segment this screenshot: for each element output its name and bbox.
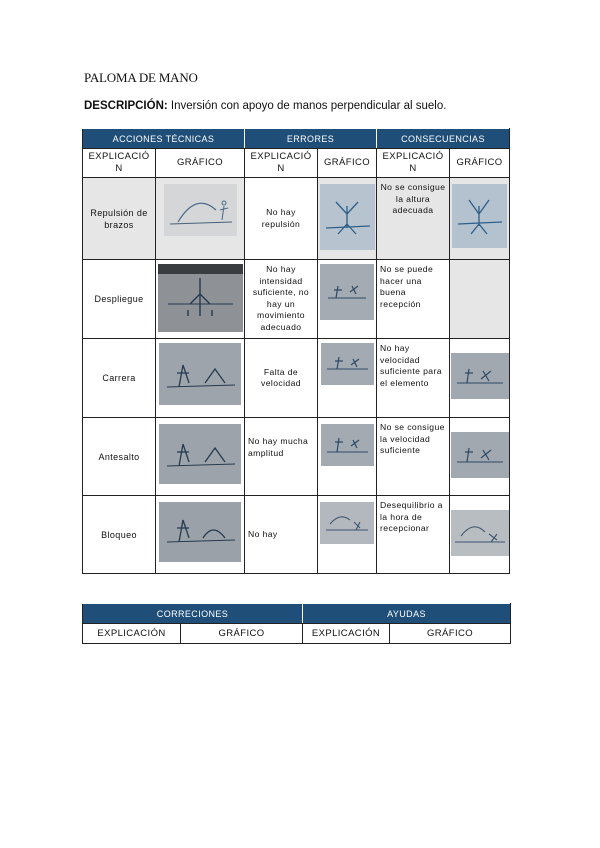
consequence-cell: No se puede hacer una buena recepción bbox=[377, 260, 450, 339]
subheader-explicacion: EXPLICACIÓN bbox=[83, 624, 181, 644]
consequence-cell: Desequilibrio a la hora de recepcionar bbox=[377, 496, 450, 574]
header-correcciones: CORRECIONES bbox=[83, 604, 303, 624]
action-cell: Despliegue bbox=[83, 260, 156, 339]
sketch-image bbox=[320, 502, 374, 544]
page-title: PALOMA DE MANO bbox=[84, 70, 198, 85]
consequence-cell: No se consigue la velocidad suficiente bbox=[377, 418, 450, 496]
graphic-cell bbox=[450, 496, 510, 574]
graphic-cell bbox=[450, 339, 510, 418]
subheader-text: EXPLICACIÓ N bbox=[88, 151, 150, 174]
subheader-grafico: GRÁFICO bbox=[390, 624, 511, 644]
header-consecuencias: CONSECUENCIAS bbox=[377, 129, 510, 149]
technique-table bbox=[82, 128, 510, 574]
corrections-table bbox=[82, 603, 511, 644]
subheader-text: EXPLICACIÓ N bbox=[250, 151, 312, 174]
sketch-image bbox=[451, 353, 509, 399]
subheader-explicacion bbox=[245, 149, 318, 178]
sketch-image bbox=[159, 424, 241, 484]
sketch-image bbox=[320, 264, 374, 320]
graphic-cell bbox=[318, 260, 377, 339]
error-cell: No hay repulsión bbox=[245, 178, 318, 260]
subheader-grafico bbox=[156, 149, 245, 178]
sketch-image bbox=[159, 502, 241, 562]
subheader-explicacion bbox=[83, 149, 156, 178]
subheader-text: GRÁFICO bbox=[323, 157, 371, 168]
subheader-explicacion: EXPLICACIÓN bbox=[303, 624, 390, 644]
graphic-cell bbox=[156, 339, 245, 418]
error-cell: Falta de velocidad bbox=[245, 339, 318, 418]
graphic-cell bbox=[318, 496, 377, 574]
error-cell: No hay mucha amplitud bbox=[245, 418, 318, 496]
sketch-image bbox=[158, 264, 243, 332]
sketch-image bbox=[159, 343, 241, 405]
action-cell: Bloqueo bbox=[83, 496, 156, 574]
graphic-cell bbox=[156, 178, 245, 260]
action-cell: Antesalto bbox=[83, 418, 156, 496]
sketch-image bbox=[164, 184, 237, 236]
action-cell: Repulsión de brazos bbox=[83, 178, 156, 260]
graphic-cell bbox=[318, 178, 377, 260]
description-text: Inversión con apoyo de manos perpendicular al suelo. bbox=[167, 100, 447, 112]
error-cell: No hay bbox=[245, 496, 318, 574]
graphic-cell bbox=[450, 418, 510, 496]
header-ayudas: AYUDAS bbox=[303, 604, 511, 624]
header-acciones-tecnicas: ACCIONES TÉCNICAS bbox=[83, 129, 245, 149]
graphic-cell bbox=[156, 496, 245, 574]
graphic-cell bbox=[450, 178, 510, 260]
graphic-cell bbox=[318, 418, 377, 496]
graphic-cell bbox=[156, 260, 245, 339]
graphic-cell bbox=[156, 418, 245, 496]
subheader-grafico bbox=[318, 149, 377, 178]
graphic-cell bbox=[318, 339, 377, 418]
consequence-cell: No se consigue la altura adecuada bbox=[377, 178, 450, 260]
graphic-cell bbox=[450, 260, 510, 339]
subheader-grafico bbox=[450, 149, 510, 178]
description bbox=[84, 100, 446, 112]
action-cell: Carrera bbox=[83, 339, 156, 418]
subheader-text: GRÁFICO bbox=[456, 157, 503, 168]
subheader-grafico: GRÁFICO bbox=[181, 624, 303, 644]
sketch-image bbox=[320, 184, 375, 250]
error-cell: No hay intensidad suficiente, no hay un movimiento adecuado bbox=[245, 260, 318, 339]
description-label: DESCRIPCIÓN: bbox=[84, 100, 168, 112]
subheader-text: GRÁFICO bbox=[176, 157, 224, 168]
sketch-image bbox=[451, 510, 509, 556]
consequence-cell: No hay velocidad suficiente para el elemento bbox=[377, 339, 450, 418]
sketch-image bbox=[321, 343, 374, 385]
header-errores: ERRORES bbox=[245, 129, 377, 149]
subheader-explicacion bbox=[377, 149, 450, 178]
sketch-image bbox=[321, 424, 374, 466]
sketch-image bbox=[451, 432, 509, 478]
sketch-image bbox=[452, 184, 507, 248]
subheader-text: EXPLICACIÓ N bbox=[382, 151, 444, 174]
